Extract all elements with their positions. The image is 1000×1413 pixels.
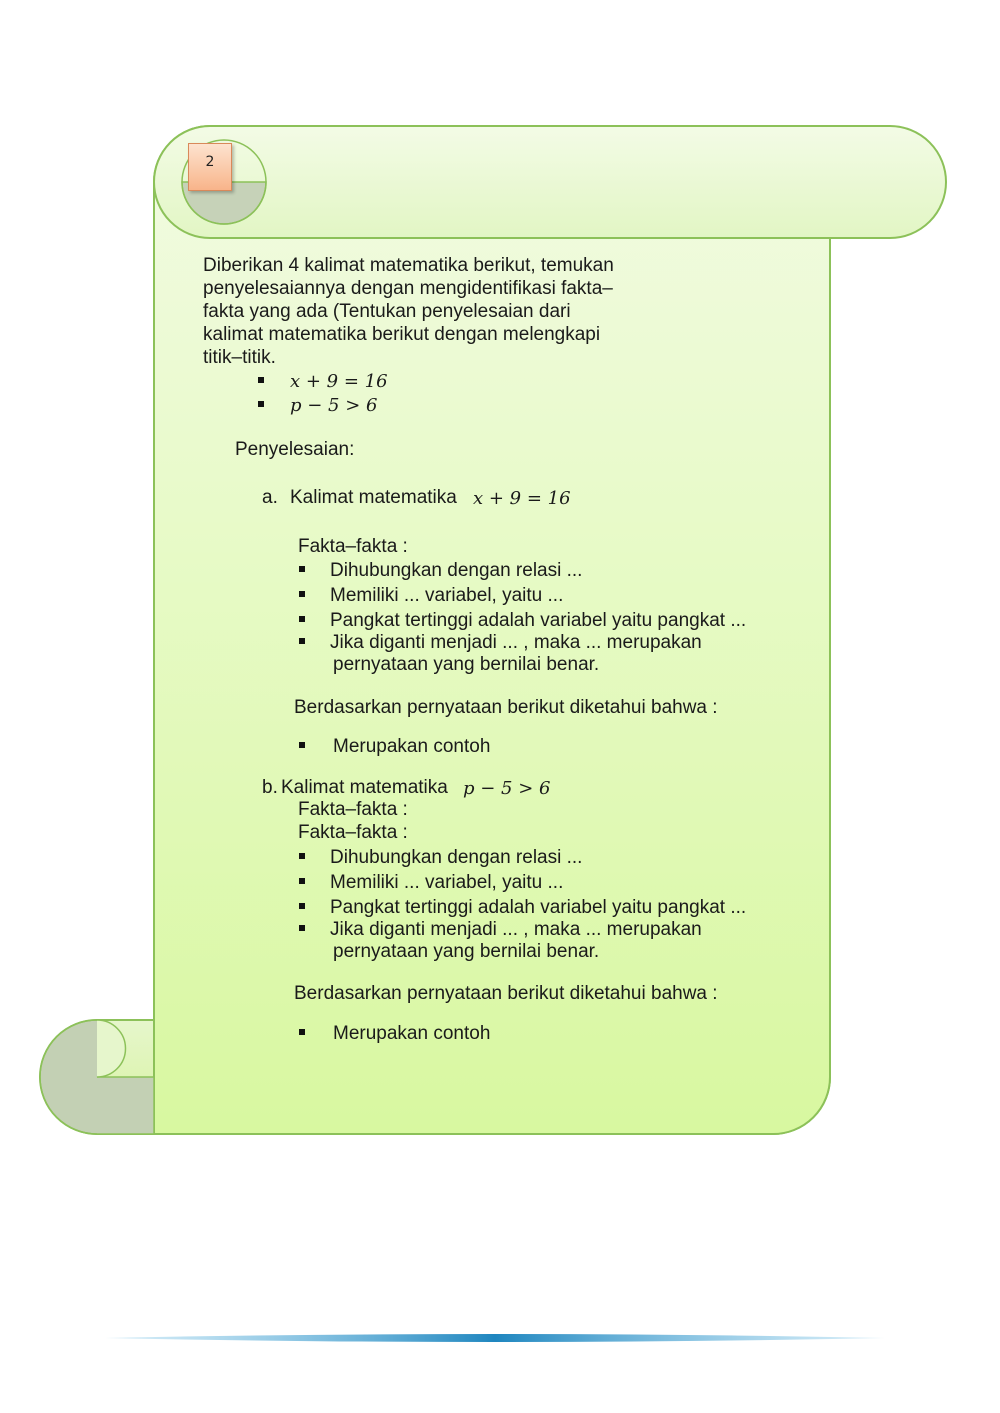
part-a-title: Kalimat matematika <box>290 487 457 508</box>
bullet-icon <box>299 591 305 597</box>
intro-line-4: kalimat matematika berikut dengan melengkapi <box>203 324 601 345</box>
part-b-fact-4: Jika diganti menjadi ... , maka ... merupakan <box>330 919 702 940</box>
part-a-fact-4: Jika diganti menjadi ... , maka ... merupakan <box>330 632 702 653</box>
part-a-facts-label: Fakta–fakta : <box>298 536 408 557</box>
part-b-conclusion: Berdasarkan pernyataan berikut diketahui bahwa : <box>294 983 718 1004</box>
bullet-icon <box>299 878 305 884</box>
part-a-equation: x + 9 = 16 <box>473 488 571 509</box>
part-b-fact-3: Pangkat tertinggi adalah variabel yaitu pangkat ... <box>330 897 747 918</box>
bullet-icon <box>299 566 305 572</box>
scroll-top-band <box>154 126 946 238</box>
part-b-facts-label-2: Fakta–fakta : <box>298 822 408 843</box>
intro-line-5: titik–titik. <box>203 347 276 368</box>
solution-label: Penyelesaian: <box>235 439 355 460</box>
intro-line-2: penyelesaiannya dengan mengidentifikasi fakta– <box>203 278 613 299</box>
part-a-conclusion: Berdasarkan pernyataan berikut diketahui bahwa : <box>294 697 718 718</box>
part-b-fact-2: Memiliki ... variabel, yaitu ... <box>330 872 564 893</box>
intro-line-3: fakta yang ada (Tentukan penyelesaian dari <box>203 301 571 322</box>
intro-equation-1: x + 9 = 16 <box>290 371 388 392</box>
decorative-divider <box>105 1331 885 1345</box>
part-a-fact-3: Pangkat tertinggi adalah variabel yaitu pangkat ... <box>330 610 747 631</box>
part-a-fact-2: Memiliki ... variabel, yaitu ... <box>330 585 564 606</box>
part-b-fact-4-continuation: pernyataan yang bernilai benar. <box>333 941 600 962</box>
bullet-icon <box>258 401 264 407</box>
bullet-icon <box>299 903 305 909</box>
part-b-marker: b. <box>262 777 278 798</box>
part-b-conclusion-item: Merupakan contoh <box>333 1023 491 1044</box>
part-a-fact-1: Dihubungkan dengan relasi ... <box>330 560 583 581</box>
intro-line-1: Diberikan 4 kalimat matematika berikut, temukan <box>203 255 614 276</box>
bullet-icon <box>299 925 305 931</box>
part-a-conclusion-item: Merupakan contoh <box>333 736 491 757</box>
bullet-icon <box>299 638 305 644</box>
part-a-marker: a. <box>262 487 278 508</box>
part-b-equation: p − 5 > 6 <box>463 778 551 799</box>
bullet-icon <box>299 616 305 622</box>
part-b-fact-1: Dihubungkan dengan relasi ... <box>330 847 583 868</box>
bullet-icon <box>299 742 305 748</box>
part-a-fact-4-continuation: pernyataan yang bernilai benar. <box>333 654 600 675</box>
bullet-icon <box>258 377 264 383</box>
intro-equation-2: p − 5 > 6 <box>290 395 378 416</box>
part-b-title: Kalimat matematika <box>281 777 448 798</box>
number-badge: 2 <box>188 143 232 191</box>
part-b-facts-label-1: Fakta–fakta : <box>298 799 408 820</box>
bullet-icon <box>299 853 305 859</box>
bullet-icon <box>299 1029 305 1035</box>
